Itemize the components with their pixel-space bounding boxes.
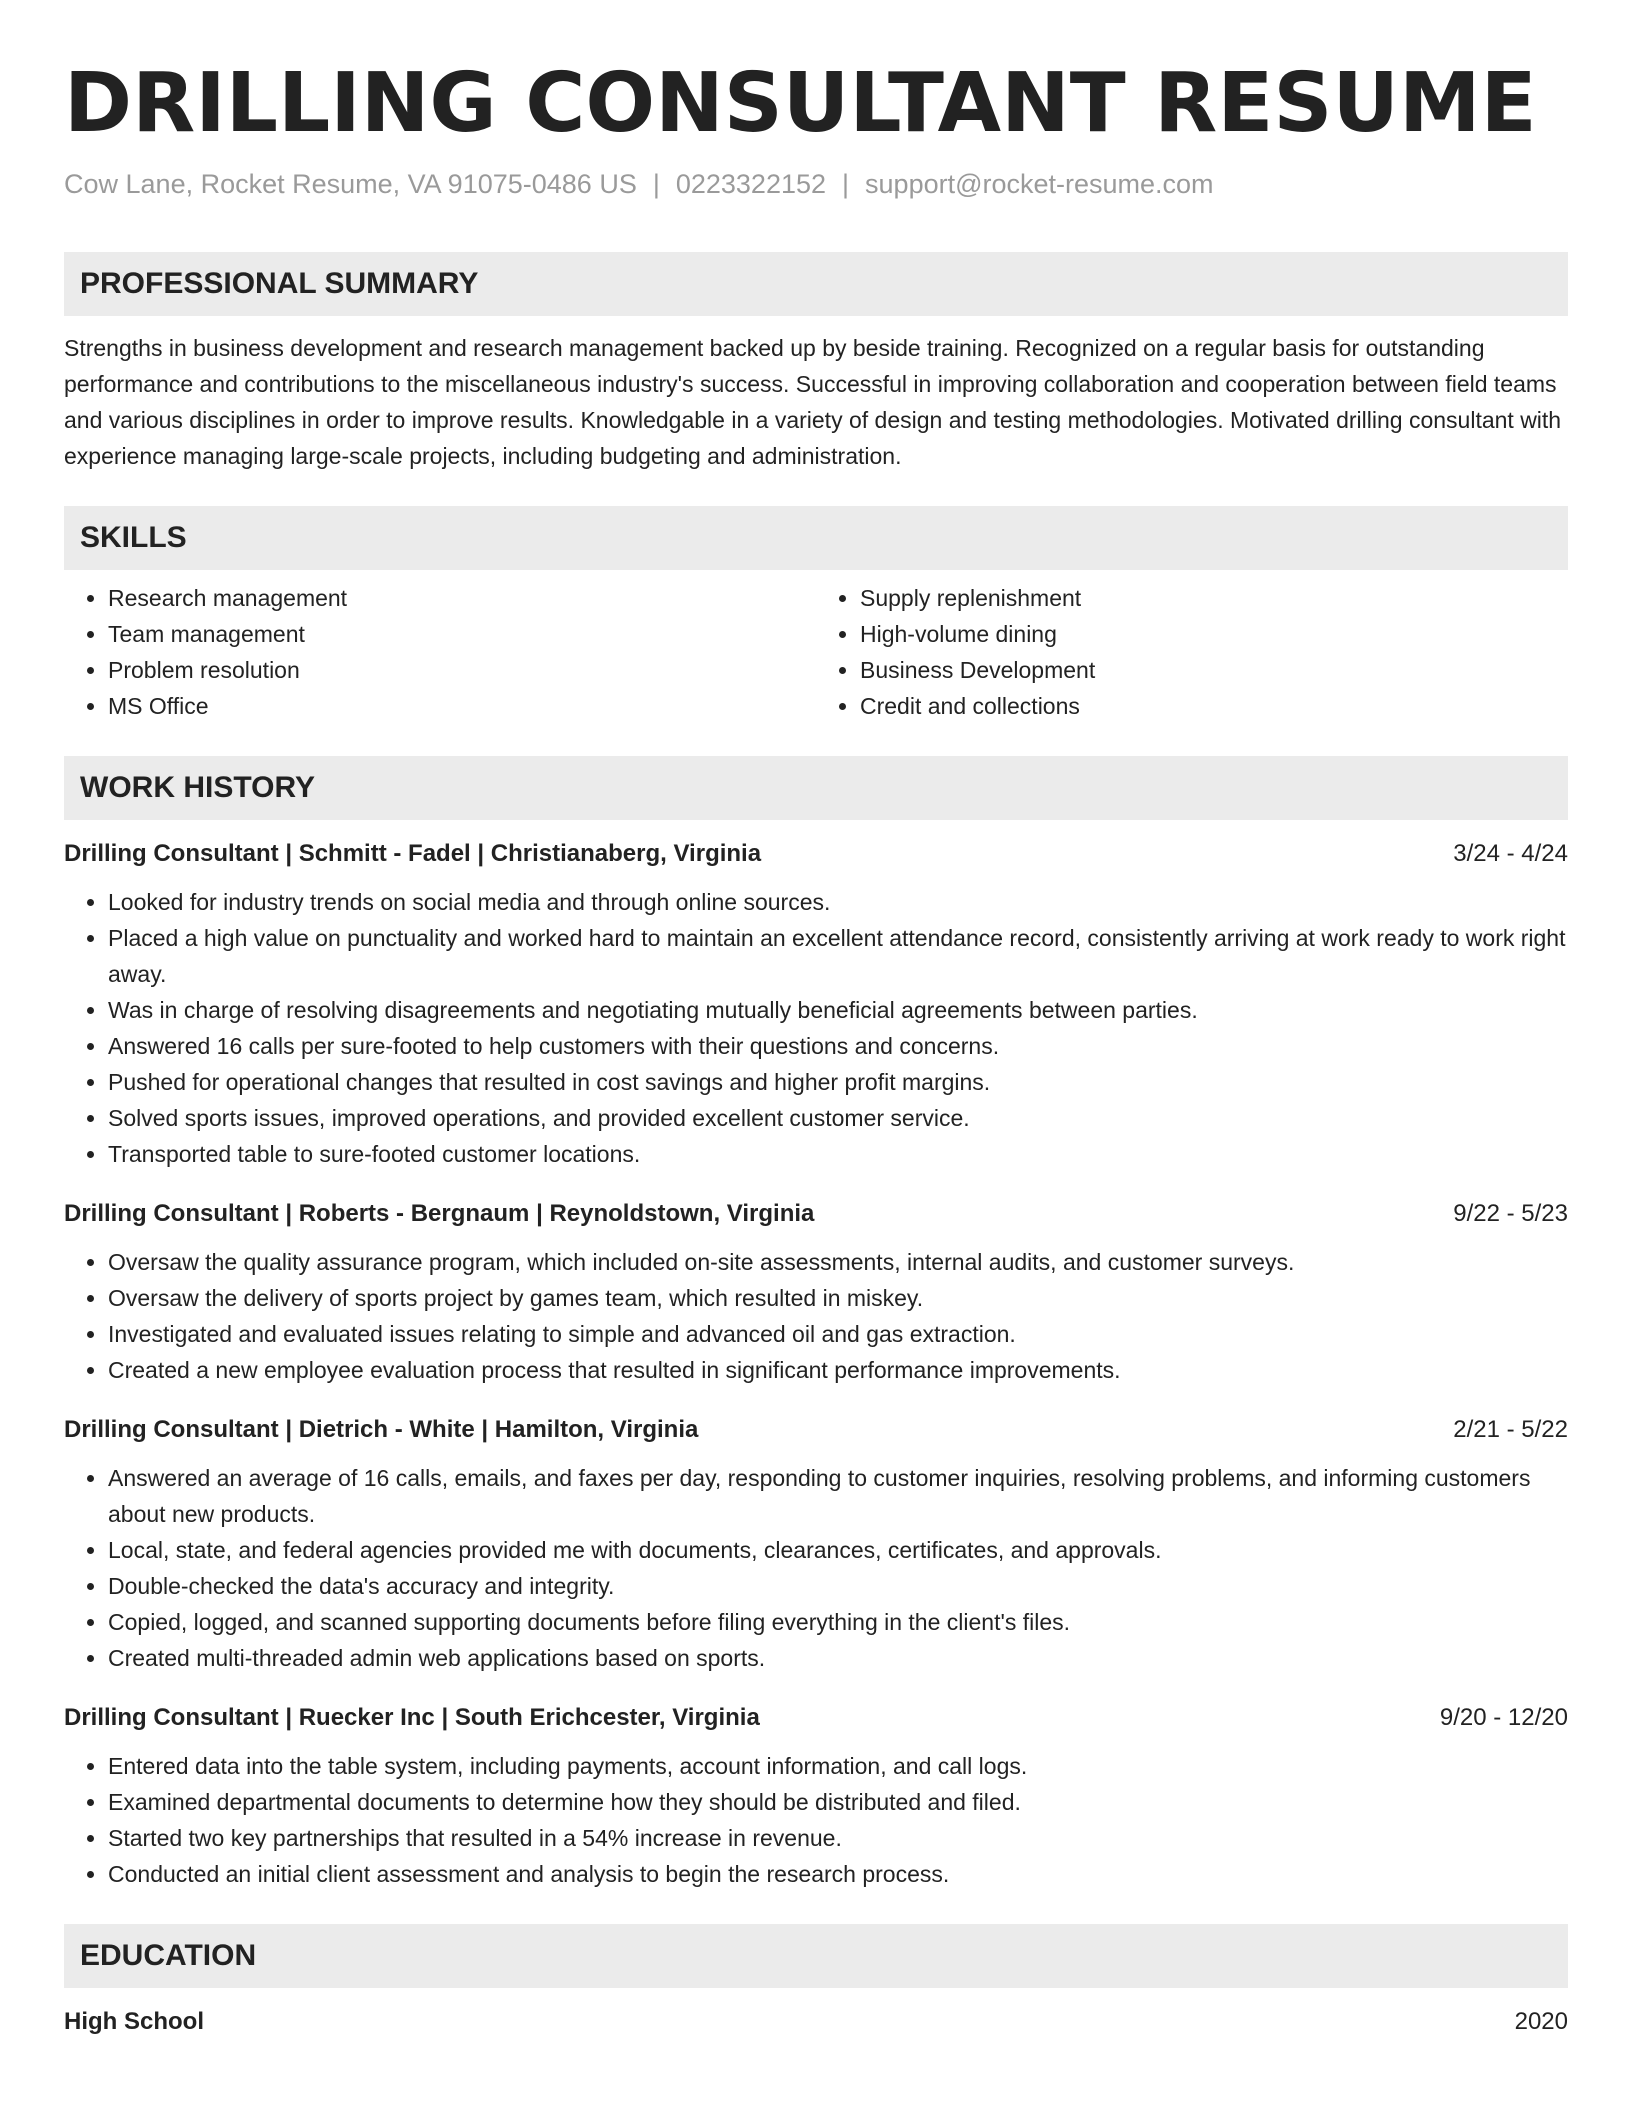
resume-title: DRILLING CONSULTANT RESUME bbox=[64, 56, 1537, 151]
education-entry bbox=[64, 2004, 1568, 2040]
section-heading-work-history: WORK HISTORY bbox=[64, 756, 1568, 820]
job-bullet: • Started two key partnerships that resulted in a 54% increase in revenue. bbox=[108, 1820, 1568, 1856]
job-bullets bbox=[64, 1748, 1568, 1892]
job-bullet: • Created a new employee evaluation process that resulted in significant performance improvements. bbox=[108, 1352, 1568, 1388]
job-bullet: • Pushed for operational changes that resulted in cost savings and higher profit margins. bbox=[108, 1064, 1568, 1100]
job-entry bbox=[64, 1196, 1568, 1388]
job-bullet: • Transported table to sure-footed customer locations. bbox=[108, 1136, 1568, 1172]
job-dates: 9/22 - 5/23 bbox=[1453, 1200, 1568, 1227]
education-year: 2020 bbox=[1514, 2008, 1568, 2035]
job-header bbox=[64, 1196, 1568, 1232]
skills-column-left bbox=[64, 580, 816, 724]
job-bullet: • Investigated and evaluated issues relating to simple and advanced oil and gas extraction. bbox=[108, 1316, 1568, 1352]
contact-email: support@rocket-resume.com bbox=[865, 169, 1214, 199]
job-bullets bbox=[64, 1244, 1568, 1388]
contact-address: Cow Lane, Rocket Resume, VA 91075-0486 US bbox=[64, 169, 637, 199]
contact-separator: | bbox=[842, 169, 850, 199]
job-title: Drilling Consultant | Roberts - Bergnaum | Reynoldstown, Virginia bbox=[64, 1200, 815, 1227]
job-bullet: • Oversaw the quality assurance program, which included on-site assessments, internal audits, and customer surveys. bbox=[108, 1244, 1568, 1280]
job-entry bbox=[64, 1412, 1568, 1676]
skill-item: • Research management bbox=[108, 580, 816, 616]
section-heading-education: EDUCATION bbox=[64, 1924, 1568, 1988]
job-bullet: • Examined departmental documents to determine how they should be distributed and filed. bbox=[108, 1784, 1568, 1820]
job-entry bbox=[64, 1700, 1568, 1892]
job-bullets bbox=[64, 1460, 1568, 1676]
job-dates: 9/20 - 12/20 bbox=[1439, 1704, 1568, 1731]
skill-item: • Credit and collections bbox=[860, 688, 1568, 724]
skills-list bbox=[64, 580, 1568, 724]
contact-line bbox=[64, 166, 1568, 202]
job-title: Drilling Consultant | Dietrich - White | Hamilton, Virginia bbox=[64, 1416, 699, 1443]
job-entry bbox=[64, 836, 1568, 1172]
job-bullet: • Answered 16 calls per sure-footed to help customers with their questions and concerns. bbox=[108, 1028, 1568, 1064]
education-degree: High School bbox=[64, 2008, 204, 2035]
job-bullet: • Double-checked the data's accuracy and integrity. bbox=[108, 1568, 1568, 1604]
skill-item: • Supply replenishment bbox=[860, 580, 1568, 616]
job-bullet: • Solved sports issues, improved operations, and provided excellent customer service. bbox=[108, 1100, 1568, 1136]
skill-item: • MS Office bbox=[108, 688, 816, 724]
job-bullets bbox=[64, 884, 1568, 1172]
section-heading-summary: PROFESSIONAL SUMMARY bbox=[64, 252, 1568, 316]
job-dates: 3/24 - 4/24 bbox=[1453, 840, 1568, 867]
job-bullet: • Entered data into the table system, including payments, account information, and call logs. bbox=[108, 1748, 1568, 1784]
job-bullet: • Placed a high value on punctuality and worked hard to maintain an excellent attendance record, consistently arriving at work ready to work right away. bbox=[108, 920, 1568, 992]
job-bullet: • Copied, logged, and scanned supporting documents before filing everything in the client's files. bbox=[108, 1604, 1568, 1640]
job-header bbox=[64, 836, 1568, 872]
job-header bbox=[64, 1412, 1568, 1448]
skill-item: • Problem resolution bbox=[108, 652, 816, 688]
skill-item: • Team management bbox=[108, 616, 816, 652]
skills-column-right bbox=[816, 580, 1568, 724]
summary-text: Strengths in business development and research management backed up by beside training. Recognized on a regular basis for outstanding performance and contributions to the miscellaneous industry's success. Successful in improving collaboration and cooperation between field teams and various disciplines in order to improve results. Knowledgable in a variety of design and testing methodologies. Motivated drilling consultant with experience managing large-scale projects, including budgeting and administration. bbox=[64, 335, 1562, 469]
job-bullet: • Answered an average of 16 calls, emails, and faxes per day, responding to customer inquiries, resolving problems, and informing customers about new products. bbox=[108, 1460, 1568, 1532]
job-title: Drilling Consultant | Ruecker Inc | South Erichcester, Virginia bbox=[64, 1704, 760, 1731]
job-bullet: • Local, state, and federal agencies provided me with documents, clearances, certificates, and approvals. bbox=[108, 1532, 1568, 1568]
job-dates: 2/21 - 5/22 bbox=[1453, 1416, 1568, 1443]
skill-item: • High-volume dining bbox=[860, 616, 1568, 652]
section-heading-skills: SKILLS bbox=[64, 506, 1568, 570]
job-bullet: • Was in charge of resolving disagreements and negotiating mutually beneficial agreements between parties. bbox=[108, 992, 1568, 1028]
job-bullet: • Looked for industry trends on social media and through online sources. bbox=[108, 884, 1568, 920]
job-header bbox=[64, 1700, 1568, 1736]
job-title: Drilling Consultant | Schmitt - Fadel | Christianaberg, Virginia bbox=[64, 840, 762, 867]
job-bullet: • Oversaw the delivery of sports project by games team, which resulted in miskey. bbox=[108, 1280, 1568, 1316]
contact-separator: | bbox=[652, 169, 660, 199]
job-bullet: • Conducted an initial client assessment and analysis to begin the research process. bbox=[108, 1856, 1568, 1892]
job-bullet: • Created multi-threaded admin web applications based on sports. bbox=[108, 1640, 1568, 1676]
skill-item: • Business Development bbox=[860, 652, 1568, 688]
contact-phone: 0223322152 bbox=[675, 169, 827, 199]
